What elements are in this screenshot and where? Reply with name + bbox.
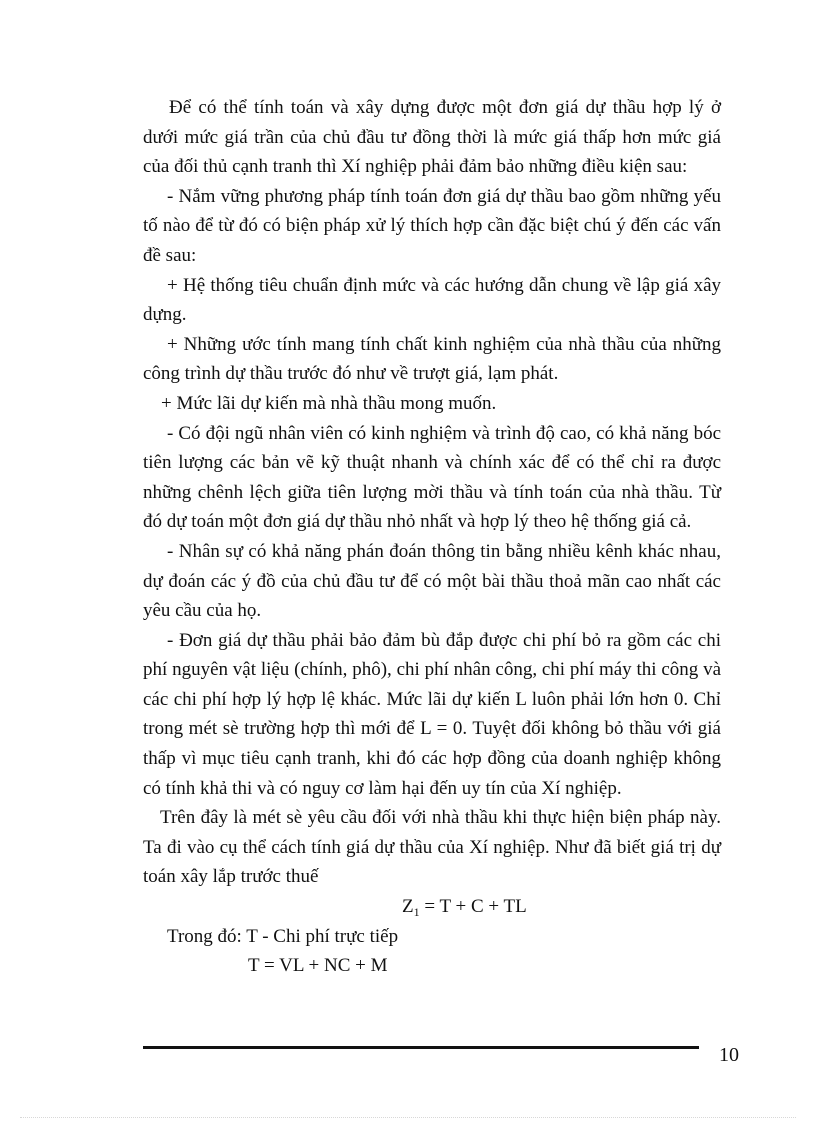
body-text <box>143 93 721 981</box>
formula-z1 <box>143 892 721 922</box>
formula-z1-lhs: Z <box>402 896 414 918</box>
paragraph-estimates: + Những ước tính mang tính chất kinh nghiệm của nhà thầu của những công trình dự thầu trước đó như về trượt giá, lạm phát. <box>143 333 721 385</box>
paragraph-intro: Để có thể tính toán và xây dựng được một đơn giá dự thầu hợp lý ở dưới mức giá trần của chủ đầu tư đồng thời là mức giá thấp hơn mức giá của đối thủ cạnh tranh thì Xí nghiệp phải đảm bảo những điều kiện sau: <box>143 97 721 178</box>
paragraph-summary: Trên đây là mét sè yêu cầu đối với nhà thầu khi thực hiện biện pháp này. Ta đi vào cụ thể cách tính giá dự thầu của Xí nghiệp. Như đã biết giá trị dự toán xây lắp trước thuế <box>143 807 721 888</box>
footer-rule <box>143 1046 699 1049</box>
paragraph-method: - Nắm vững phương pháp tính toán đơn giá dự thầu bao gồm những yếu tố nào để từ đó có biện pháp xử lý thích hợp cần đặc biệt chú ý đến các vấn đề sau: <box>143 185 721 266</box>
page-edge-divider <box>20 1117 796 1118</box>
page-number: 10 <box>719 1044 739 1066</box>
paragraph-unit-price: - Đơn giá dự thầu phải bảo đảm bù đắp được chi phí bỏ ra gồm các chi phí nguyên vật liệu (chính, phô), chi phí nhân công, chi phí máy thi công và các chi phí hợp lý hợp lệ khác. Mức lãi dự kiến L luôn phải lớn hơn 0. Chỉ trong mét sè trường hợp thì mới để L = 0. Tuyệt đối không bỏ thầu với giá thấp vì mục tiêu cạnh tranh, khi đó các hợp đồng của doanh nghiệp không có tính khả thi và có nguy cơ làm hại đến uy tín của Xí nghiệp. <box>143 629 721 799</box>
paragraph-profit: + Mức lãi dự kiến mà nhà thầu mong muốn. <box>161 392 497 414</box>
formula-z1-rhs: = T + C + TL <box>419 896 527 918</box>
formula-t: T = VL + NC + M <box>248 955 388 977</box>
paragraph-personnel: - Nhân sự có khả năng phán đoán thông tin bằng nhiều kênh khác nhau, dự đoán các ý đồ của chủ đầu tư để có một bài thầu thoả mãn cao nhất các yêu cầu của họ. <box>143 540 721 622</box>
paragraph-staff: - Có đội ngũ nhân viên có kinh nghiệm và trình độ cao, có khả năng bóc tiên lượng các bản vẽ kỹ thuật nhanh và chính xác để có thể chỉ ra được những chênh lệch giữa tiên lượng mời thầu và tính toán của nhà thầu. Từ đó dự toán một đơn giá dự thầu nhỏ nhất và hợp lý theo hệ thống giá cả. <box>143 422 721 533</box>
paragraph-standards: + Hệ thống tiêu chuẩn định mức và các hướng dẫn chung về lập giá xây dựng. <box>143 274 721 326</box>
where-line: Trong đó: T - Chi phí trực tiếp <box>167 925 399 947</box>
formula-z1-subscript: 1 <box>413 905 420 920</box>
